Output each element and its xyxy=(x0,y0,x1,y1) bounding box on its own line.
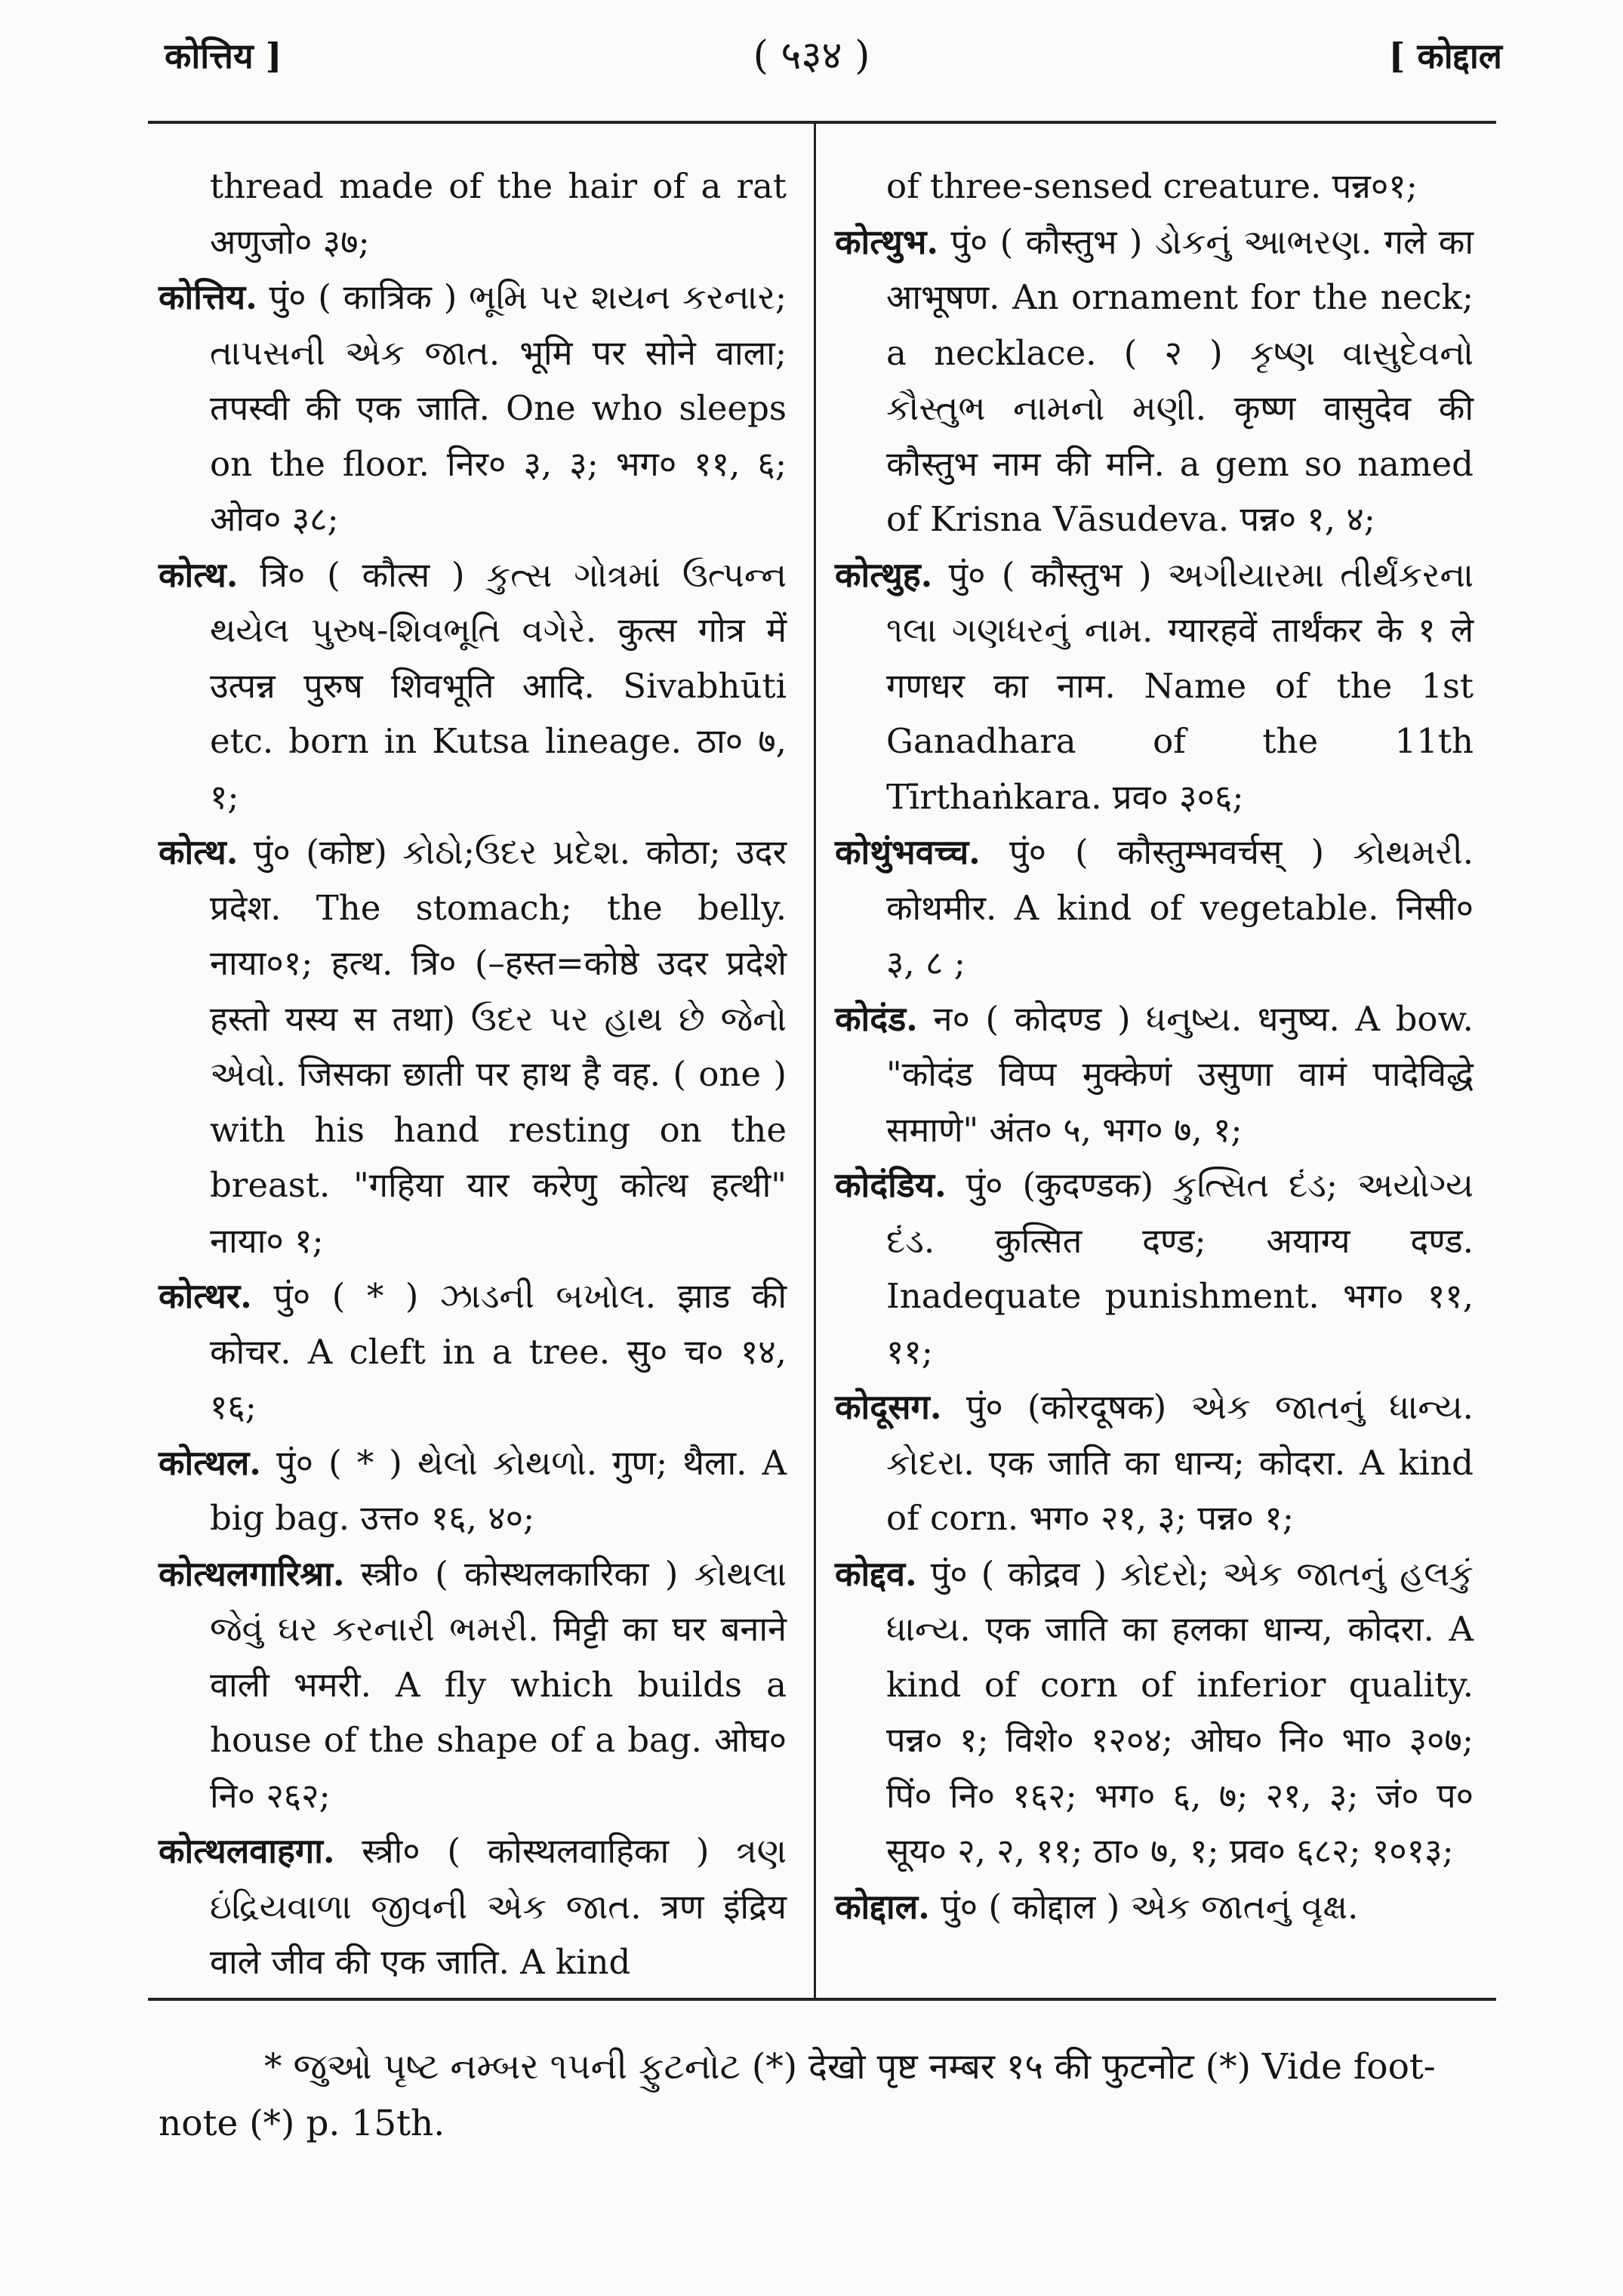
entry-headword: कोत्थुभ. xyxy=(835,221,939,262)
entry-headword: कोत्थर. xyxy=(159,1276,252,1316)
dictionary-entry xyxy=(159,1546,787,1824)
running-head-left: कोत्तिय ] xyxy=(165,35,282,76)
entry-headword: कोत्थलवाहगा. xyxy=(159,1831,335,1871)
entry-text: न० ( कोदण्ड ) ધનુષ્ય. धनुष्य. A bow. "कोदंड विप्प मुक्केणं उसुणा वामं पादेविद्धे समाणे" अंत० ५, भग० ७, १; xyxy=(886,998,1474,1150)
entry-text: पुं० ( कौस्तुभ ) ડોકનું આભરણ. गले का आभूषण. An ornament for the neck; a necklace. ( २ ) કૃષ્ણ વાસુદેવનો કૌસ્તુભ નામનો મણી. कृष्ण वासुदेव की कौस्तुभ नाम की मनि. a gem so named of Krisna Vāsudeva. पन्न० १, ४; xyxy=(886,221,1474,539)
entry-headword: कोदूसग. xyxy=(835,1387,942,1427)
right-column xyxy=(835,159,1474,1934)
entry-headword: कोत्थल. xyxy=(159,1442,261,1483)
dictionary-entry xyxy=(159,1823,787,1990)
header-rule xyxy=(148,121,1496,124)
dictionary-entry xyxy=(159,1435,787,1546)
dictionary-entry xyxy=(835,214,1474,547)
left-column xyxy=(159,159,787,1990)
dictionary-entry xyxy=(835,991,1474,1158)
entry-headword: कोदंड. xyxy=(835,998,918,1039)
entry-headword: कोत्थलगारिश्रा. xyxy=(159,1553,345,1594)
entry-headword: कोथुंभवच्च. xyxy=(835,832,981,872)
entry-headword: कोत्तिय. xyxy=(159,277,257,317)
entry-text: पुं० ( कात्रिक ) ભૂમિ પર શયન કરનાર; તાપસની એક જાત. भूमि पर सोने वाला; तपस्वी की एक जाति. One who sleeps on the floor. निर० ३, ३; भग० ११, ६; ओव० ३८; xyxy=(210,277,787,539)
page-number: ( ५३४ ) xyxy=(753,33,870,79)
entry-headword: कोत्थुह. xyxy=(835,554,933,595)
dictionary-entry xyxy=(835,1379,1474,1546)
dictionary-entry xyxy=(835,159,1474,214)
entry-text: पुं० ( कोद्दाल ) એક જાતનું વૃક્ષ. xyxy=(941,1886,1359,1927)
entry-text: त्रि० ( कौत्स ) કુત્સ ગોત્રમાં ઉત્પન્ન થયેલ પુરુષ-શિવભૂતિ વગેરે. कुत्स गोत्र में उत्पन्न पुरुष शिवभूति आदि. Sivabhūti etc. born in Kutsa lineage. ठा० ७, १; xyxy=(210,554,787,817)
footnote: * જુઓ પૃષ્ટ નમ્બર ૧૫ની ફુટનોટ (*) देखो पृष्ट नम्बर १५ की फुटनोट (*) Vide foot-note (*) p. 15th. xyxy=(159,2046,1436,2144)
dictionary-entry xyxy=(159,547,787,825)
entry-text: पुं० (कोरदूषक) એક જાતનું ધાન્ય. કોદરા. एक जाति का धान्य; कोदरा. A kind of corn. भग० २१, ३; पन्न० १; xyxy=(886,1387,1474,1538)
entry-text: पुं० (कोष्ट) કોઠો;ઉદર પ્રદેશ. कोठा; उदर प्रदेश. The stomach; the belly. नाया०१; हत्थ. त्रि० (–हस्त=कोष्ठे उदर प्रदेशे हस्तो यस्य स तथा) ઉદર પર હાથ છે જેનો એવો. जिसका छाती पर हाथ है वह. ( one ) with his hand resting on the breast. "गहिया यार करेणु कोत्थ हत्थी" नाया० १; xyxy=(210,832,787,1261)
entry-text: पुं० ( * ) થેલો કોથળો. गुण; थैला. A big bag. उत्त० १६, ४०; xyxy=(210,1442,787,1538)
dictionary-entry xyxy=(835,547,1474,825)
dictionary-entry xyxy=(159,159,787,270)
dictionary-entry xyxy=(835,1157,1474,1379)
entry-headword: कोद्दाल. xyxy=(835,1886,930,1927)
entry-text: पुं० ( कौस्तुम्भवर्चस् ) કોથમરી. कोथमीर. A kind of vegetable. निसी० ३, ८ ; xyxy=(886,832,1474,983)
running-head-right: [ कोद्दाल xyxy=(1388,35,1502,76)
entry-text: पुं० ( कोद्रव ) કોદરો; એક જાતનું હલકું ધાન્ય. एक जाति का हलका धान्य, कोदरा. A kind of corn of inferior quality. पन्न० १; विशे० १२०४; ओघ० नि० भा० ३०७; पिं० नि० १६२; भग० ६, ७; २१, ३; जं० प० सूय० २, २, ११; ठा० ७, १; प्रव० ६८२; १०१३; xyxy=(886,1553,1474,1871)
entry-text: स्त्री० ( कोस्थलकारिका ) કોથલા જેવું ઘર કરનારી ભમરી. मिट्टी का घर बनाने वाली भमरी. A fly which builds a house of the shape of a bag. ओघ० नि० २६२; xyxy=(210,1553,787,1816)
entry-text: पुं० ( * ) ઝાડની બખોલ. झाड की कोचर. A cleft in a tree. सु० च० १४, १६; xyxy=(210,1276,787,1427)
dictionary-entry xyxy=(835,1879,1474,1935)
dictionary-entry xyxy=(835,824,1474,991)
entry-text: पुं० ( कौस्तुभ ) અગીયારમા તીર્થંકરના ૧લા ગણધરનું નામ. ग्यारहवें तार्थंकर के १ ले गणधर का नाम. Name of the 1st Ganadhara of the 11th Tīrthaṅkara. प्रव० ३०६; xyxy=(886,554,1474,817)
dictionary-entry xyxy=(159,824,787,1268)
entry-text: स्त्री० ( कोस्थलवाहिका ) ત્રણ ઇંદ્રિયવાળા જીવની એક જાત. त्रण इंद्रिय वाले जीव की एक जाति. A kind xyxy=(210,1831,787,1982)
dictionary-entry xyxy=(159,270,787,547)
entry-headword: कोत्थ. xyxy=(159,832,239,872)
entry-text: of three-sensed creature. पन्न०१; xyxy=(886,166,1418,206)
footer-rule xyxy=(148,1998,1496,2001)
entry-text: पुं० (कुदण्डक) કુત્સિત દંડ; અયોગ્ય દંડ. कुत्सित दण्ड; अयाग्य दण्ड. Inadequate punishment. भग० ११, ११; xyxy=(886,1165,1474,1372)
dictionary-entry xyxy=(835,1546,1474,1879)
entry-headword: कोत्थ. xyxy=(159,554,239,595)
entry-headword: कोदंडिय. xyxy=(835,1165,947,1205)
entry-text: thread made of the hair of a rat अणुजो० ३७; xyxy=(210,166,787,262)
column-separator xyxy=(814,124,816,1998)
dictionary-entry xyxy=(159,1268,787,1435)
entry-headword: कोद्दव. xyxy=(835,1553,917,1594)
